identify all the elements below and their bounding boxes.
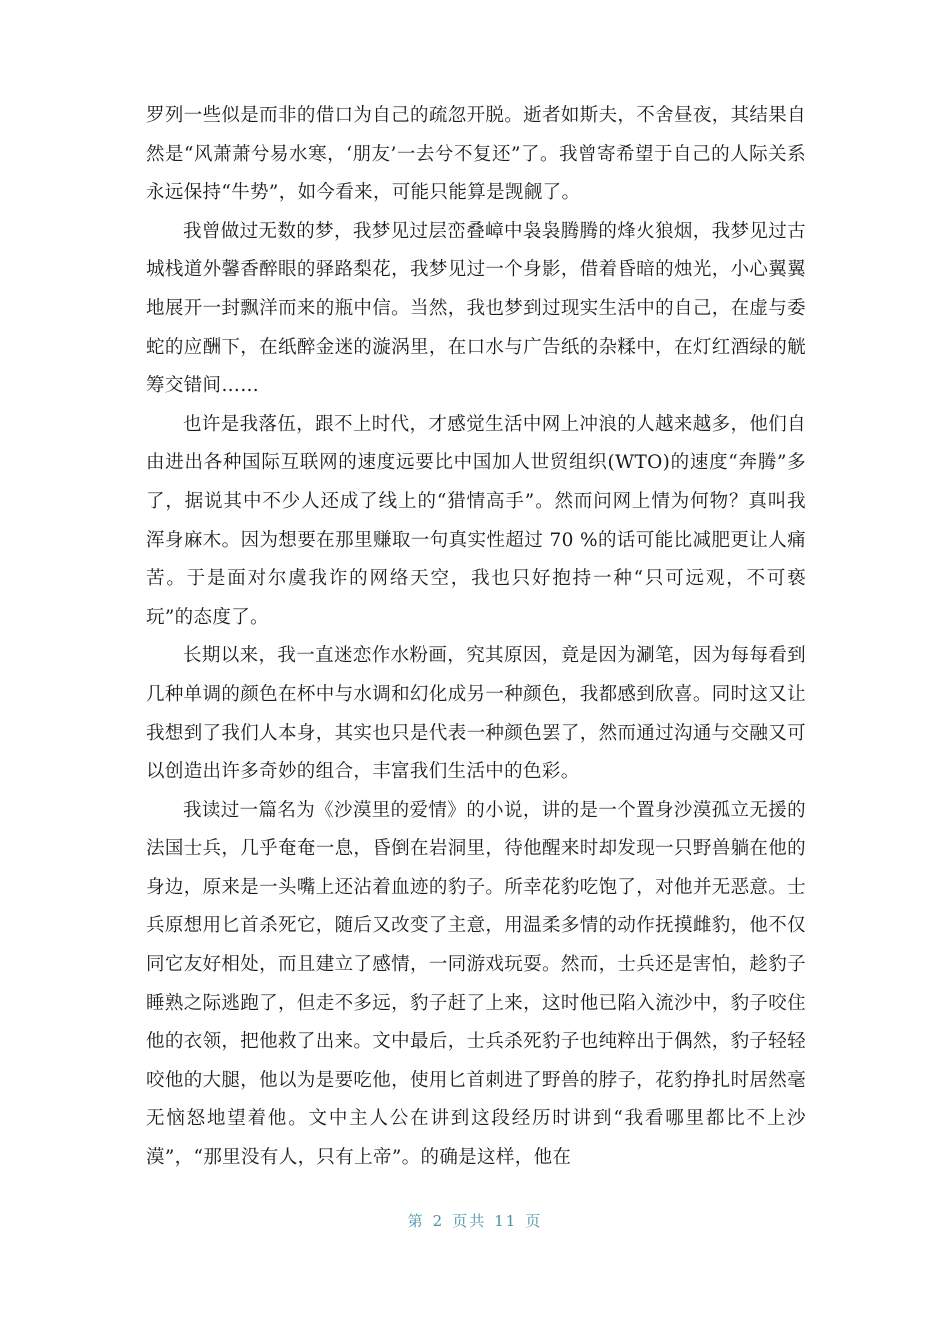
paragraph-4: 长期以来，我一直迷恋作水粉画，究其原因，竟是因为涮笔，因为每每看到几种单调的颜色在杯中与水调和幻化成另一种颜色，我都感到欣喜。同时这又让我想到了我们人本身，其实也只是代表一种颜色罢了，然而通过沟通与交融又可以创造出许多奇妙的组合，丰富我们生活中的色彩。 — [146, 645, 806, 783]
footer-suffix: 页 — [525, 1212, 543, 1230]
paragraph-1: 罗列一些似是而非的借口为自己的疏忽开脱。逝者如斯夫，不舍昼夜，其结果自然是“风萧萧兮易水寒，‘朋友’一去兮不复还”了。我曾寄希望于自己的人际关系永远保持“牛势”，如今看来，可能只能算是觊觎了。 — [146, 105, 806, 204]
paragraph-3: 也许是我落伍，跟不上时代，才感觉生活中网上冲浪的人越来越多，他们自由进出各种国际互联网的速度远要比中国加人世贸组织(WTO)的速度“奔腾”多了，据说其中不少人还成了线上的“猎情高手”。然而问网上情为何物？真叫我浑身麻木。因为想要在那里赚取一句真实性超过 70 %的话可能比减肥更让人痛苦。于是面对尔虞我诈的网络天空，我也只好抱持一种“只可远观，不可亵玩”的态度了。 — [146, 413, 806, 628]
footer-prefix: 第 — [407, 1212, 425, 1230]
footer-total-pages: 11 — [494, 1212, 518, 1230]
footer-middle: 页共 — [452, 1212, 487, 1230]
page-footer — [0, 1209, 950, 1233]
document-body — [146, 97, 806, 1178]
paragraph-5: 我读过一篇名为《沙漠里的爱情》的小说，讲的是一个置身沙漠孤立无援的法国士兵，几乎奄奄一息，昏倒在岩洞里，待他醒来时却发现一只野兽躺在他的身边，原来是一头嘴上还沾着血迹的豹子。所幸花豹吃饱了，对他并无恶意。士兵原想用匕首杀死它，随后又改变了主意，用温柔多情的动作抚摸雌豹，他不仅同它友好相处，而且建立了感情，一同游戏玩耍。然而，士兵还是害怕，趁豹子睡熟之际逃跑了，但走不多远，豹子赶了上来，这时他已陷入流沙中，豹子咬住他的衣领，把他救了出来。文中最后，士兵杀死豹子也纯粹出于偶然，豹子轻轻咬他的大腿，他以为是要吃他，使用匕首刺进了野兽的脖子，花豹挣扎时居然毫无恼怒地望着他。文中主人公在讲到这段经历时讲到“我看哪里都比不上沙漠”，“那里没有人，只有上帝”。的确是这样，他在 — [146, 799, 806, 1169]
paragraph-2: 我曾做过无数的梦，我梦见过层峦叠嶂中袅袅腾腾的烽火狼烟，我梦见过古城栈道外馨香醉眼的驿路梨花，我梦见过一个身影，借着昏暗的烛光，小心翼翼地展开一封飘洋而来的瓶中信。当然，我也梦到过现实生活中的自己，在虚与委蛇的应酬下，在纸醉金迷的漩涡里，在口水与广告纸的杂糅中，在灯红酒绿的觥筹交错间…… — [146, 220, 806, 397]
footer-current-page: 2 — [432, 1212, 445, 1230]
